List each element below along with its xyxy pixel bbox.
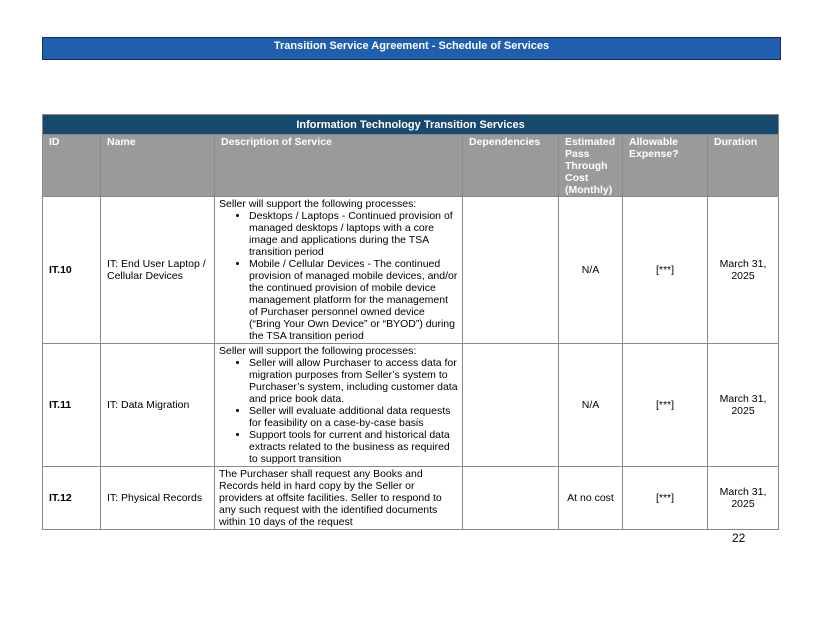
bullet-item: • Support tools for current and historical data extracts related to the business as required to support transition bbox=[249, 429, 458, 465]
table-row bbox=[43, 344, 779, 467]
bullet-item: • Desktops / Laptops - Continued provision of managed desktops / laptops with a core image and applications during the TSA transition period bbox=[249, 210, 458, 258]
row-name: IT: Data Migration bbox=[101, 344, 215, 467]
row-allowable-expense: [***] bbox=[623, 197, 708, 344]
row-pass-through-cost: N/A bbox=[559, 344, 623, 467]
row-duration: March 31, 2025 bbox=[708, 197, 779, 344]
row-dependencies bbox=[463, 197, 559, 344]
row-id: IT.10 bbox=[43, 197, 101, 344]
column-header-dependencies: Dependencies bbox=[463, 135, 559, 197]
row-dependencies bbox=[463, 344, 559, 467]
column-header-description: Description of Service bbox=[215, 135, 463, 197]
row-description bbox=[215, 344, 463, 467]
row-allowable-expense: [***] bbox=[623, 467, 708, 530]
table-row bbox=[43, 467, 779, 530]
table-title: Information Technology Transition Services bbox=[43, 115, 779, 135]
bullet-item: • Mobile / Cellular Devices - The continued provision of managed mobile devices, and/or the continued provision of mobile device management platform for the management of Purchaser personnel owned device (“Bring Your Own Device” or “BYOD”) during the TSA transition period bbox=[249, 258, 458, 342]
row-duration: March 31, 2025 bbox=[708, 344, 779, 467]
bullet-item: • Seller will evaluate additional data requests for feasibility on a case-by-case basis bbox=[249, 405, 458, 429]
column-header-allowable-expense: Allowable Expense? bbox=[623, 135, 708, 197]
document-banner: Transition Service Agreement - Schedule of Services bbox=[42, 37, 781, 60]
row-id: IT.12 bbox=[43, 467, 101, 530]
bullet-item: • Seller will allow Purchaser to access data for migration purposes from Seller’s system to Purchaser’s system, including customer data and price book data. bbox=[249, 357, 458, 405]
row-pass-through-cost: At no cost bbox=[559, 467, 623, 530]
column-header-duration: Duration bbox=[708, 135, 779, 197]
services-table bbox=[42, 114, 779, 530]
row-allowable-expense: [***] bbox=[623, 344, 708, 467]
table-row bbox=[43, 197, 779, 344]
column-header-id: ID bbox=[43, 135, 101, 197]
description-intro: Seller will support the following processes: bbox=[219, 345, 417, 357]
description-bullets bbox=[219, 357, 458, 465]
row-duration: March 31, 2025 bbox=[708, 467, 779, 530]
column-header-name: Name bbox=[101, 135, 215, 197]
description-text: The Purchaser shall request any Books and Records held in hard copy by the Seller or providers at offsite facilities. Seller to respond to any such request with the identified documents within 10 days of the request bbox=[219, 468, 442, 528]
row-description bbox=[215, 197, 463, 344]
row-description bbox=[215, 467, 463, 530]
row-name: IT: Physical Records bbox=[101, 467, 215, 530]
row-name: IT: End User Laptop / Cellular Devices bbox=[101, 197, 215, 344]
column-header-pass-through-cost: Estimated Pass Through Cost (Monthly) bbox=[559, 135, 623, 197]
row-dependencies bbox=[463, 467, 559, 530]
row-pass-through-cost: N/A bbox=[559, 197, 623, 344]
description-bullets bbox=[219, 210, 458, 342]
description-intro: Seller will support the following processes: bbox=[219, 198, 417, 210]
page-number: 22 bbox=[732, 531, 746, 545]
row-id: IT.11 bbox=[43, 344, 101, 467]
table-header-row bbox=[43, 135, 779, 197]
